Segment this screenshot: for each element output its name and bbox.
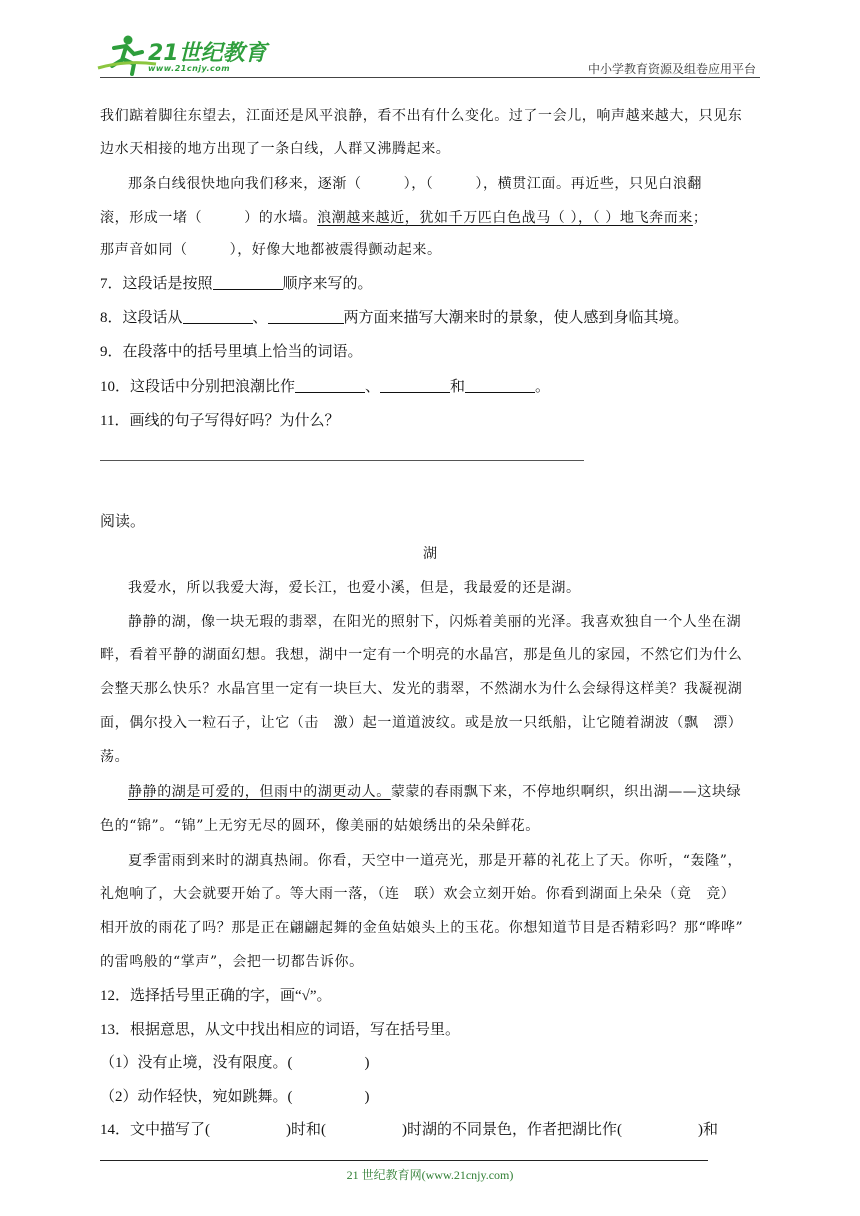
logo-url: www.21cnjy.com	[148, 64, 231, 73]
passage2-line: 静静的湖，像一块无瑕的翡翠，在阳光的照射下，闪烁着美丽的光泽。我喜欢独自一个人坐在湖	[128, 614, 742, 630]
text-segment: ；	[692, 210, 708, 226]
text-segment: 和	[450, 379, 466, 395]
text-segment: )	[364, 1089, 370, 1105]
header-divider	[100, 77, 760, 78]
passage1-line: 我们踮着脚往东望去，江面还是风平浪静，看不出有什么变化。过了一会儿，响声越来越大，只见东	[100, 108, 743, 124]
question-13: 13．根据意思，从文中找出相应的词语，写在括号里。	[100, 1022, 461, 1038]
passage2-line: 相开放的雨花了吗？那是正在翩翩起舞的金鱼姑娘头上的玉花。你想知道节目是否精彩吗？那“哗哗”	[100, 920, 744, 936]
answer-line[interactable]	[100, 460, 584, 461]
text-segment: 、	[365, 379, 381, 395]
passage2-line: 夏季雷雨到来时的湖真热闹。你看，天空中一道亮光，那是开幕的礼花上了天。你听，“轰隆”，	[128, 853, 743, 869]
passage-title: 湖	[423, 546, 437, 562]
answer-blank[interactable]	[268, 309, 344, 324]
text-segment: （1）没有止境，没有限度。(	[100, 1055, 293, 1071]
text-segment: )时和(	[286, 1122, 326, 1138]
footer-divider	[100, 1160, 708, 1161]
text-segment: 滚，形成一堵（	[100, 210, 203, 226]
text-segment: 那条白线很快地向我们移来，逐渐（	[128, 176, 362, 192]
text-segment: 顺序来写的。	[282, 276, 373, 292]
question-14	[100, 1120, 762, 1140]
footer-text[interactable]: 21 世纪教育网(www.21cnjy.com)	[346, 1168, 514, 1182]
question-13-1	[100, 1053, 762, 1073]
passage2-line: 面，偶尔投入一粒石子，让它（击 激）起一道道波纹。或是放一只纸船，让它随着湖波（飘 漂）	[100, 715, 743, 731]
text-segment: 蒙蒙的春雨飘下来，不停地织啊织，织出湖——这块绿	[390, 784, 742, 800]
text-segment: ）的水墙。	[244, 210, 318, 226]
text-segment: 10．这段话中分别把浪潮比作	[100, 379, 296, 395]
question-10	[100, 377, 762, 397]
passage2-line: 畔，看着平静的湖面幻想。我想，湖中一定有一个明亮的水晶宫，那是鱼儿的家园，不然它们为什么	[100, 647, 743, 663]
passage2-line: 会整天那么快乐？水晶宫里一定有一块巨大、发光的翡翠，不然湖水为什么会绿得这样美？我凝视湖	[100, 681, 743, 697]
text-segment: )和	[698, 1122, 718, 1138]
question-8	[100, 308, 762, 328]
answer-blank[interactable]	[380, 378, 450, 393]
passage2-line: 我爱水，所以我爱大海，爱长江，也爱小溪，但是，我最爱的还是湖。	[128, 580, 581, 596]
passage2-line	[128, 782, 762, 802]
question-12: 12．选择括号里正确的字，画“√”。	[100, 988, 332, 1004]
question-13-2	[100, 1087, 762, 1107]
passage1-line	[128, 174, 762, 194]
text-segment: )时湖的不同景色，作者把湖比作(	[402, 1122, 622, 1138]
answer-blank[interactable]	[183, 309, 253, 324]
platform-name: 中小学教育资源及组卷应用平台	[587, 62, 756, 76]
text-segment: 。	[535, 379, 551, 395]
text-segment: )	[364, 1055, 370, 1071]
logo-text: 21世纪教育	[148, 41, 267, 66]
text-segment: ），好像大地都被震得颤动起来。	[229, 242, 442, 258]
passage2-line: 荡。	[100, 749, 130, 765]
text-segment: 两方面来描写大潮来时的景象，使人感到身临其境。	[343, 310, 689, 326]
passage2-line: 的雷鸣般的“掌声”，会把一切都告诉你。	[100, 954, 364, 970]
text-segment: 那声音如同（	[100, 242, 188, 258]
text-segment: ），横贯江面。再近些，只见白浪翻	[475, 176, 703, 192]
text-segment: ），（	[403, 176, 434, 192]
passage1-line	[100, 208, 762, 228]
text-segment: （2）动作轻快，宛如跳舞。(	[100, 1089, 293, 1105]
reading-intro: 阅读。	[100, 514, 146, 530]
question-11: 11．画线的句子写得好吗？为什么？	[100, 413, 340, 429]
passage2-line: 色的“锦”。“锦”上无穷无尽的圆环，像美丽的姑娘绣出的朵朵鲜花。	[100, 818, 540, 834]
question-9: 9．在段落中的括号里填上恰当的词语。	[100, 344, 363, 360]
text-segment: 14．文中描写了(	[100, 1122, 210, 1138]
passage1-line	[100, 240, 762, 260]
text-segment: 7．这段话是按照	[100, 276, 213, 292]
question-7	[100, 274, 762, 294]
text-segment: 、	[252, 310, 268, 326]
underlined-sentence: 静静的湖是可爱的，但雨中的湖更动人。	[128, 784, 391, 800]
answer-blank[interactable]	[295, 378, 365, 393]
passage1-line: 边水天相接的地方出现了一条白线，人群又沸腾起来。	[100, 141, 451, 157]
text-segment: 8．这段话从	[100, 310, 183, 326]
underlined-sentence: 浪潮越来越近，犹如千万匹白色战马（ ），（ ）地飞奔而来	[317, 210, 693, 226]
passage2-line: 礼炮响了，大会就要开始了。等大雨一落，（连 联）欢会立刻开始。你看到湖面上朵朵（竟 竞）	[100, 886, 736, 902]
answer-blank[interactable]	[213, 275, 283, 290]
answer-blank[interactable]	[465, 378, 535, 393]
